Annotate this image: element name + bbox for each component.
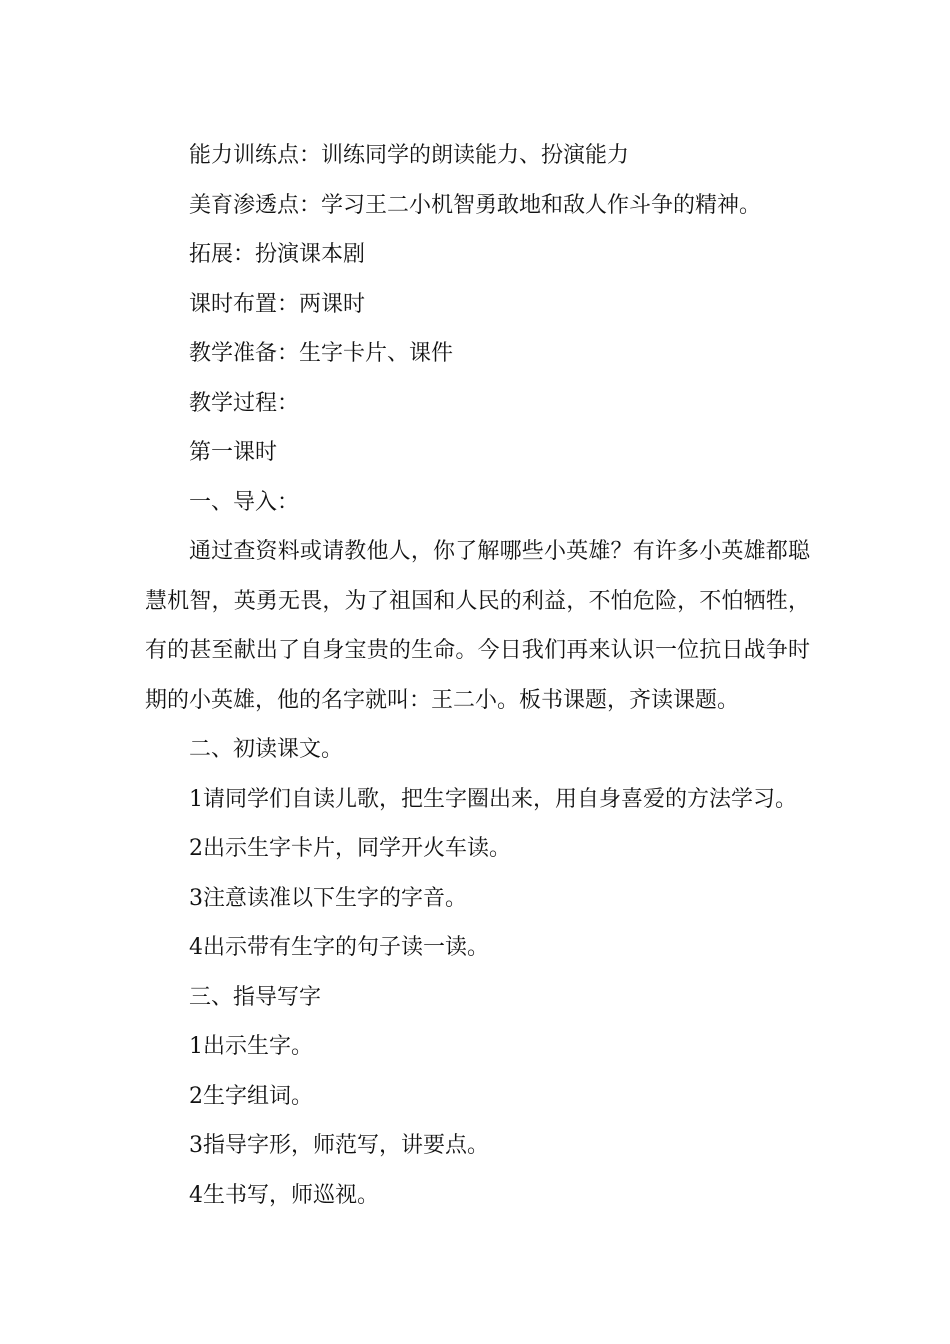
- paragraph-extension: 拓展：扮演课本剧: [189, 242, 366, 267]
- list-item-writing-3: 3指导字形，师范写，讲要点。: [189, 1133, 489, 1158]
- list-item-writing-2: 2生字组词。: [189, 1083, 313, 1109]
- list-item-writing-1: 1出示生字。: [189, 1034, 313, 1059]
- list-item-reading-1: 1请同学们自读儿歌，把生字圈出来，用自身喜爱的方法学习。: [189, 786, 797, 812]
- section-heading-first-lesson: 第一课时: [189, 440, 278, 465]
- paragraph-ability-training: 能力训练点：训练同学的朗读能力、扮演能力: [189, 143, 630, 168]
- section-heading-writing-guidance: 三、指导写字: [189, 984, 322, 1010]
- list-item-reading-2: 2出示生字卡片，同学开火车读。: [189, 836, 511, 861]
- section-heading-first-reading: 二、初读课文。: [189, 737, 344, 762]
- list-item-reading-3: 3注意读准以下生字的字音。: [189, 885, 467, 911]
- section-heading-introduction: 一、导入：: [189, 489, 300, 515]
- list-item-reading-4: 4出示带有生字的句子读一读。: [189, 935, 489, 960]
- list-item-writing-4: 4生书写，师巡视。: [189, 1182, 379, 1208]
- paragraph-teaching-preparation: 教学准备：生字卡片、课件: [189, 341, 454, 366]
- paragraph-introduction-body: 通过查资料或请教他人，你了解哪些小英雄？有许多小英雄都聪慧机智，英勇无畏，为了祖国和人民的利益，不怕危险，不怕牺牲，有的甚至献出了自身宝贵的生命。今日我们再来认识一位抗日战争时期的小英雄，他的名字就叫：王二小。板书课题，齐读课题。: [145, 539, 810, 713]
- paragraph-teaching-process: 教学过程：: [189, 390, 300, 416]
- paragraph-lesson-arrangement: 课时布置：两课时: [189, 291, 366, 317]
- document-body: [145, 131, 810, 1220]
- paragraph-aesthetic-education: 美育渗透点：学习王二小机智勇敢地和敌人作斗争的精神。: [189, 192, 762, 218]
